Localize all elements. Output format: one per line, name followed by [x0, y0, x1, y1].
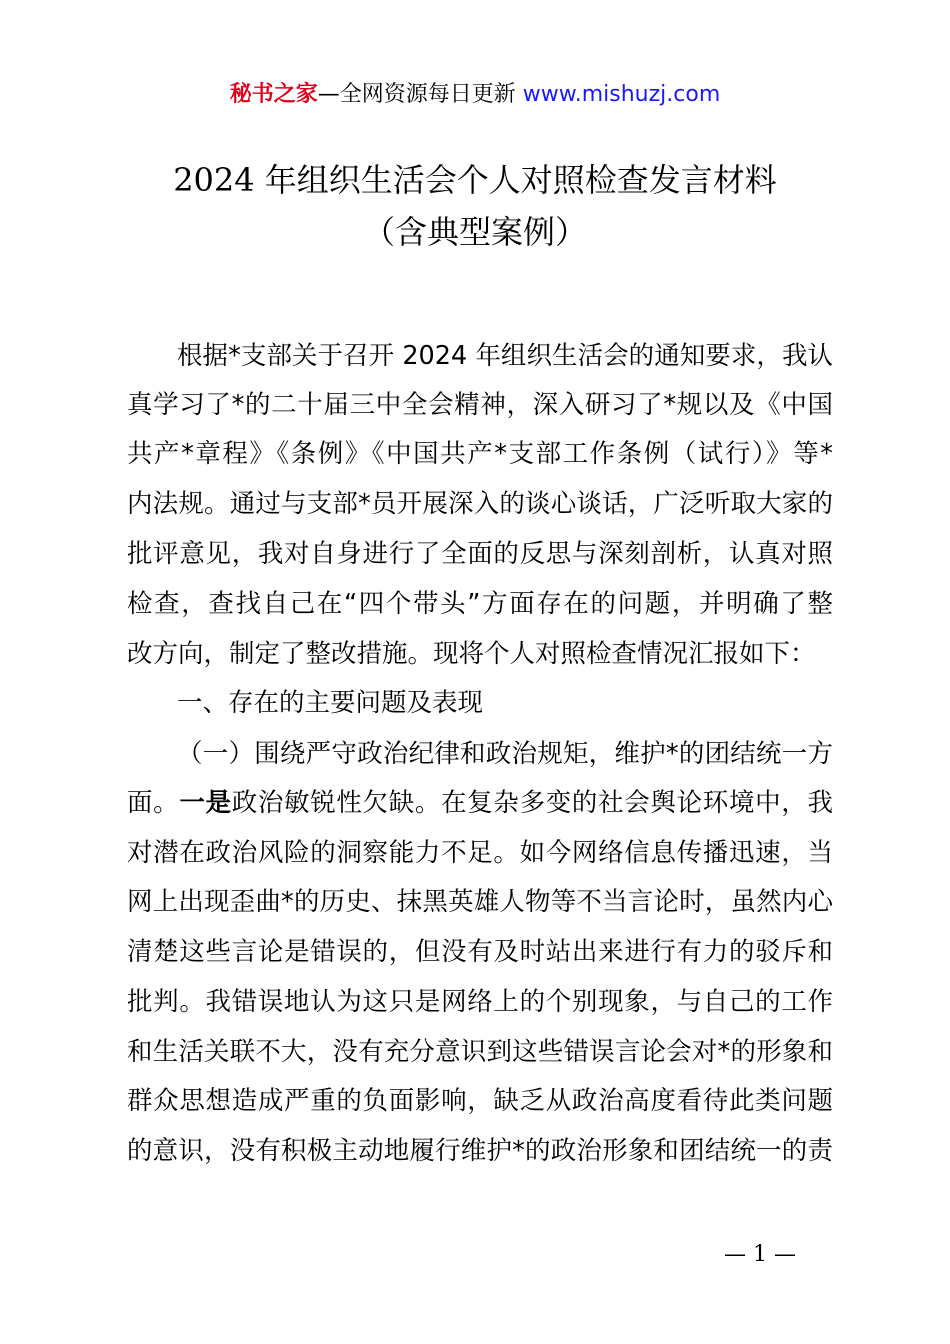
page-number: — 1 —: [724, 1242, 796, 1267]
paragraph-line: 共产*章程》《条例》《中国共产*支部工作条例（试行）》等*: [127, 439, 833, 469]
brand-name: 秘书之家: [229, 82, 318, 107]
point-marker: 一是: [179, 788, 232, 818]
paragraph-line: 的意识，没有积极主动地履行维护*的政治形象和团结统一的责: [127, 1136, 833, 1166]
site-header: [0, 80, 950, 110]
paragraph-line: 群众思想造成严重的负面影响，缺乏从政治高度看待此类问题: [127, 1086, 833, 1116]
document-title: 2024 年组织生活会个人对照检查发言材料: [173, 161, 777, 199]
paragraph-line: 和生活关联不大，没有充分意识到这些错误言论会对*的形象和: [127, 1037, 833, 1067]
paragraph-line: 真学习了*的二十届三中全会精神，深入研习了*规以及《中国: [127, 390, 833, 420]
paragraph-line: 改方向，制定了整改措施。现将个人对照检查情况汇报如下：: [127, 639, 816, 669]
site-url-link[interactable]: www.mishuzj.com: [522, 82, 721, 107]
header-tagline: —全网资源每日更新: [317, 82, 523, 107]
paragraph-line: [127, 786, 833, 820]
subsection-heading: （一）围绕严守政治纪律和政治规矩，维护*的团结统一方: [177, 739, 833, 769]
paragraph-line: 内法规。通过与支部*员开展深入的谈心谈话，广泛听取大家的: [127, 489, 833, 519]
paragraph-line: 批评意见，我对自身进行了全面的反思与深刻剖析，认真对照: [127, 539, 833, 569]
paragraph-line: 批判。我错误地认为这只是网络上的个别现象，与自己的工作: [127, 987, 833, 1017]
section-heading: 一、存在的主要问题及表现: [177, 688, 484, 718]
document-subtitle: （含典型案例）: [362, 213, 587, 251]
paragraph-line: 检查，查找自己在“四个带头”方面存在的问题，并明确了整: [127, 589, 833, 619]
text-run: 面。: [127, 788, 180, 818]
paragraph-line: 根据*支部关于召开 2024 年组织生活会的通知要求，我认: [177, 341, 833, 371]
paragraph-line: 清楚这些言论是错误的，但没有及时站出来进行有力的驳斥和: [127, 937, 833, 967]
paragraph-line: 对潜在政治风险的洞察能力不足。如今网络信息传播迅速，当: [127, 838, 833, 868]
paragraph-line: 网上出现歪曲*的历史、抹黑英雄人物等不当言论时，虽然内心: [127, 887, 833, 917]
text-run: 政治敏锐性欠缺。在复杂多变的社会舆论环境中，我: [231, 788, 833, 818]
